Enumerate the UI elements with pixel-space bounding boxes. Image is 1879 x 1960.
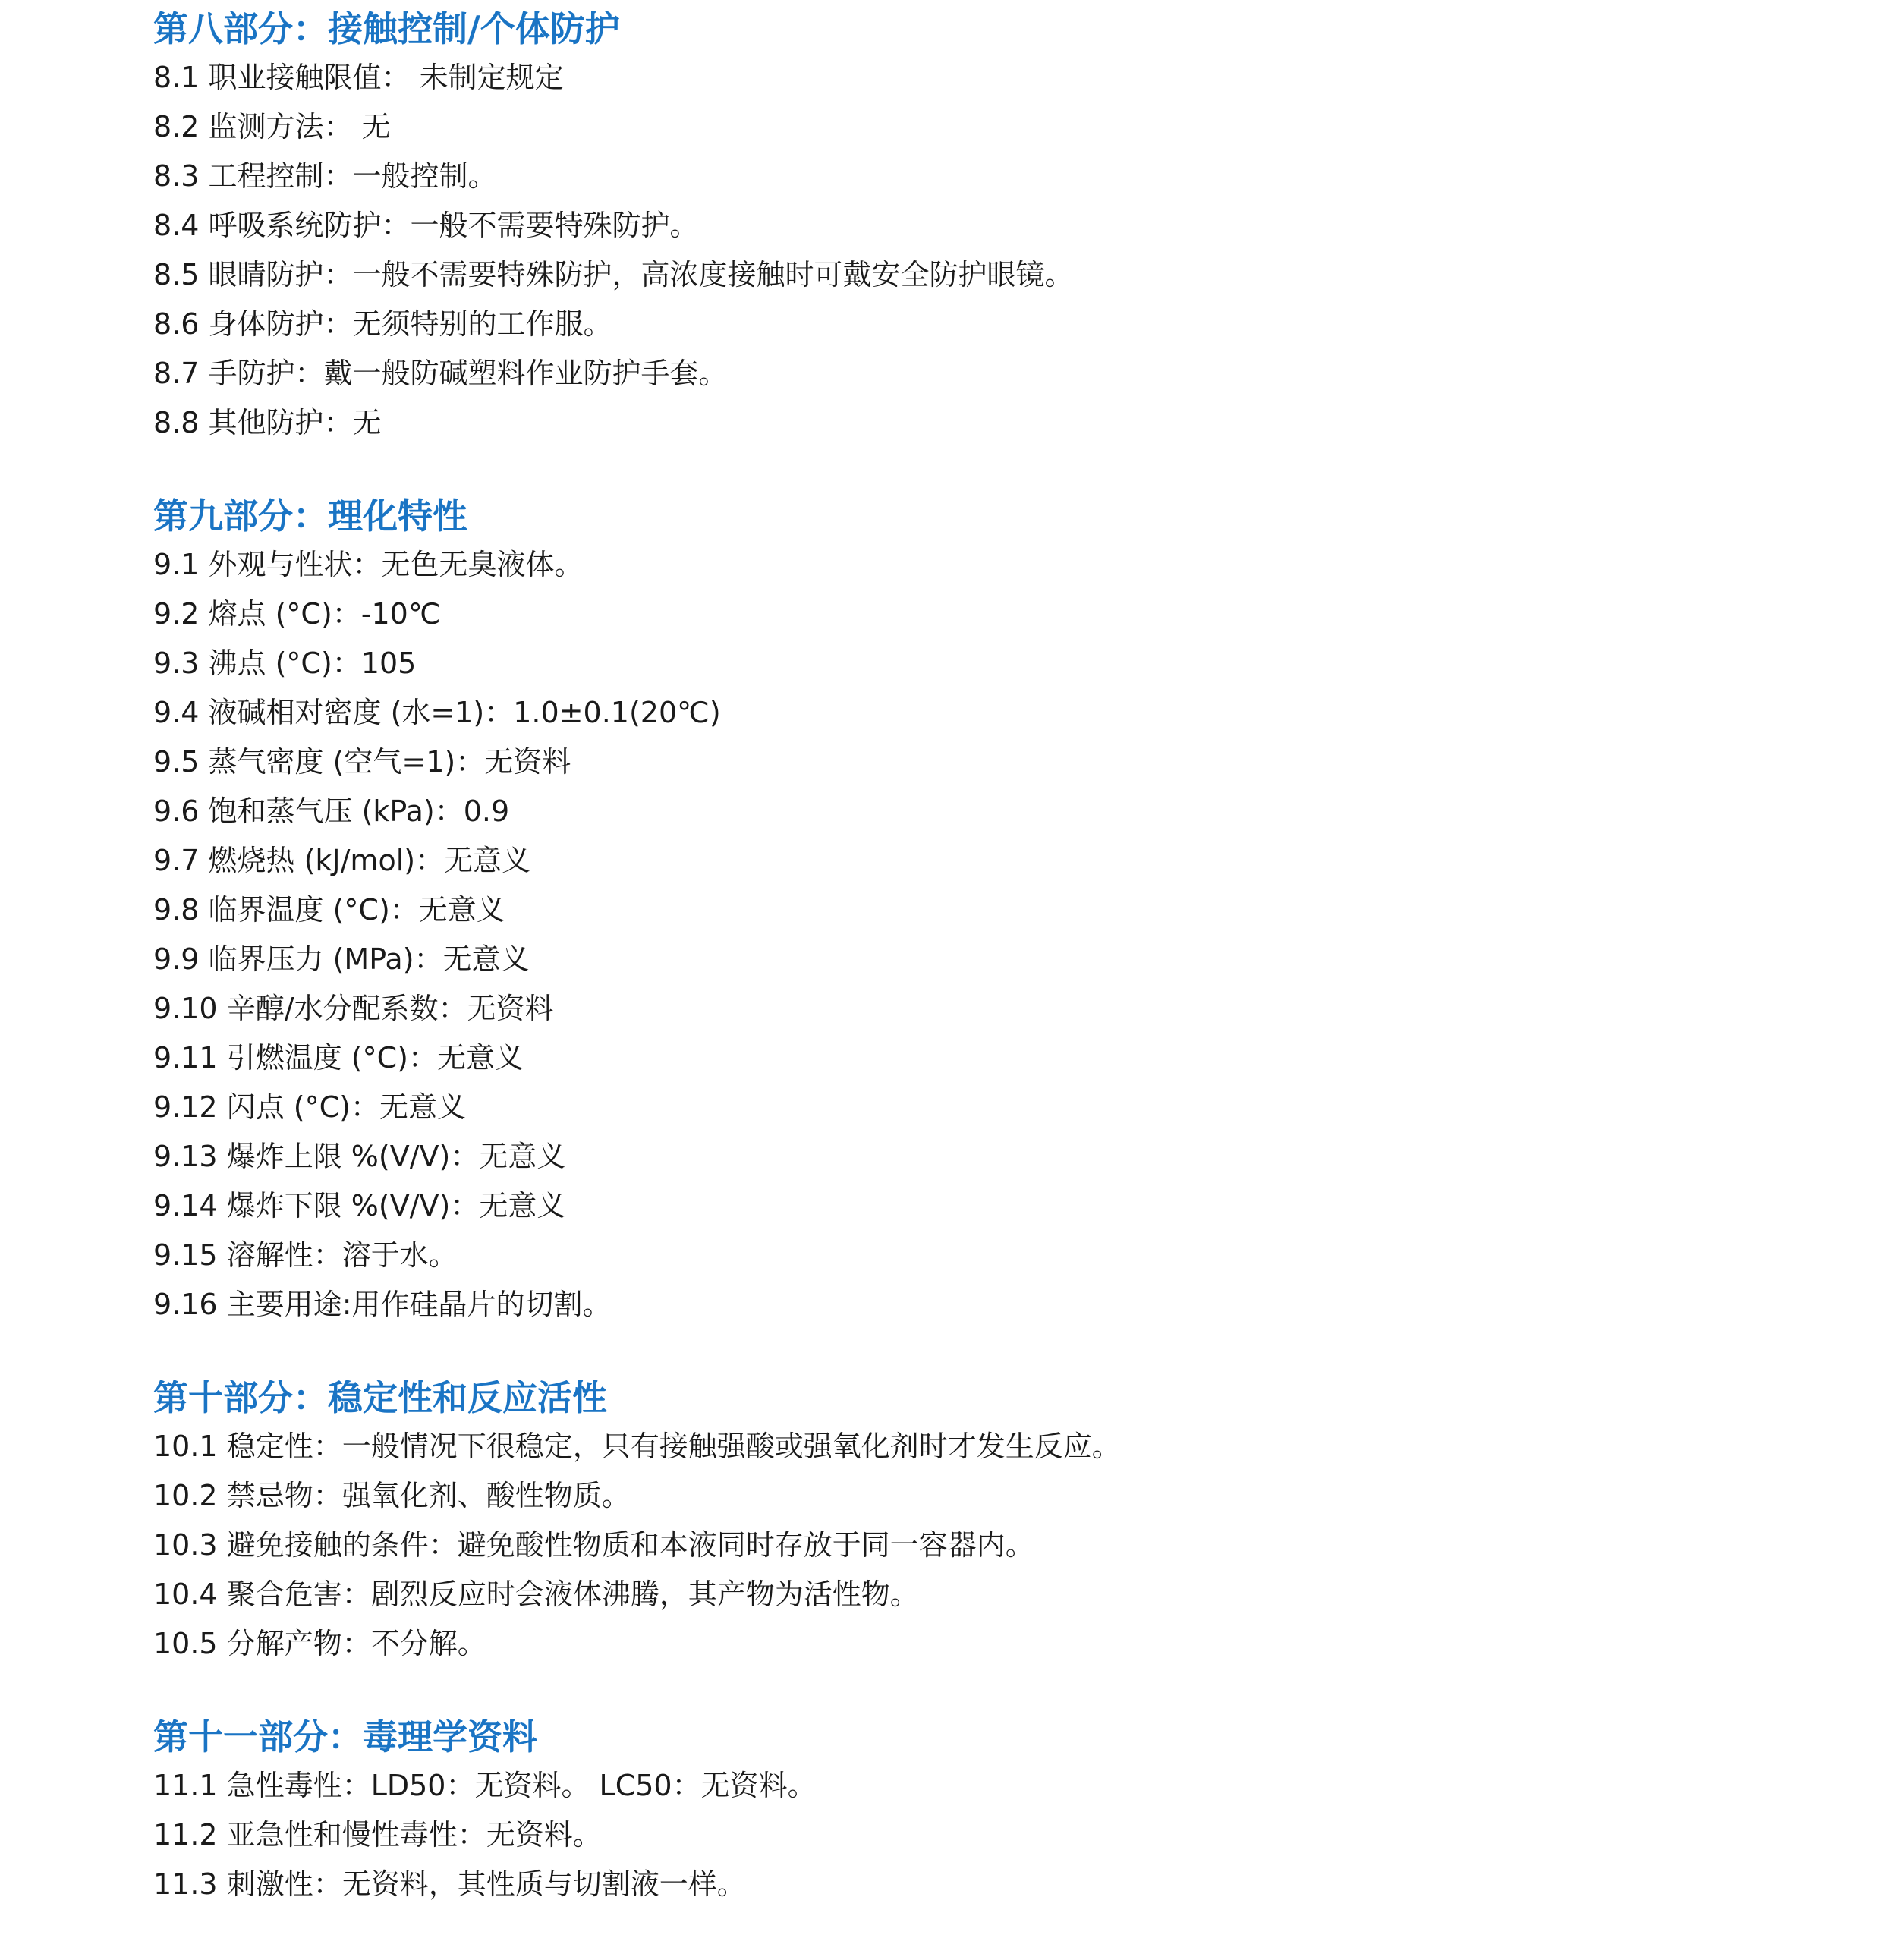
section-heading: 第九部分：理化特性: [153, 496, 467, 536]
list-item: 11.2 亚急性和慢性毒性：无资料。: [153, 1818, 602, 1851]
list-item: 8.8 其他防护：无: [153, 406, 382, 439]
list-item: 8.1 职业接触限值： 未制定规定: [153, 61, 564, 94]
list-item: 8.3 工程控制：一般控制。: [153, 159, 497, 193]
list-item: 10.1 稳定性：一般情况下很稳定，只有接触强酸或强氧化剂时才发生反应。: [153, 1430, 1121, 1463]
section-heading: 第八部分：接触控制/个体防护: [153, 8, 620, 49]
list-item: 9.9 临界压力 (MPa)：无意义: [153, 942, 530, 976]
document-body: [153, 0, 1823, 1909]
section-8: [153, 6, 1823, 448]
list-item: 9.14 爆炸下限 %(V/V)：无意义: [153, 1189, 566, 1222]
section-heading: 第十一部分：毒理学资料: [153, 1716, 537, 1757]
list-item: 9.12 闪点 (°C)：无意义: [153, 1090, 466, 1124]
section-heading: 第十部分：稳定性和反应活性: [153, 1377, 607, 1418]
list-item: 9.11 引燃温度 (°C)：无意义: [153, 1041, 524, 1074]
list-item: 8.2 监测方法： 无: [153, 110, 391, 143]
list-item: 9.6 饱和蒸气压 (kPa)：0.9: [153, 794, 510, 828]
list-item: 8.5 眼睛防护：一般不需要特殊防护，高浓度接触时可戴安全防护眼镜。: [153, 258, 1074, 291]
section-9: [153, 493, 1823, 1329]
list-item: 9.1 外观与性状：无色无臭液体。: [153, 548, 584, 581]
list-item: 9.3 沸点 (°C)：105: [153, 647, 417, 680]
section-spacer: [153, 448, 1823, 484]
list-item: 8.4 呼吸系统防护：一般不需要特殊防护。: [153, 209, 699, 242]
section-spacer: [153, 1329, 1823, 1366]
list-item: 9.13 爆炸上限 %(V/V)：无意义: [153, 1140, 566, 1173]
list-item: 9.7 燃烧热 (kJ/mol)：无意义: [153, 844, 531, 877]
list-item: 9.16 主要用途:用作硅晶片的切割。: [153, 1288, 612, 1321]
section-10: [153, 1375, 1823, 1669]
section-spacer: [153, 1669, 1823, 1705]
list-item: 11.1 急性毒性：LD50：无资料。 LC50：无资料。: [153, 1769, 817, 1802]
list-item: 9.2 熔点 (°C)：-10℃: [153, 597, 441, 631]
list-item: 10.4 聚合危害：剧烈反应时会液体沸腾，其产物为活性物。: [153, 1578, 919, 1611]
list-item: 8.7 手防护：戴一般防碱塑料作业防护手套。: [153, 357, 728, 390]
list-item: 10.2 禁忌物：强氧化剂、酸性物质。: [153, 1479, 631, 1512]
section-11: [153, 1714, 1823, 1909]
list-item: 8.6 身体防护：无须特别的工作服。: [153, 307, 612, 341]
list-item: 9.4 液碱相对密度 (水=1)：1.0±0.1(20℃): [153, 696, 721, 729]
list-item: 9.15 溶解性：溶于水。: [153, 1238, 458, 1272]
list-item: 9.10 辛醇/水分配系数：无资料: [153, 992, 554, 1025]
list-item: 11.3 刺激性：无资料，其性质与切割液一样。: [153, 1867, 746, 1901]
list-item: 10.5 分解产物：不分解。: [153, 1627, 486, 1660]
list-item: 10.3 避免接触的条件：避免酸性物质和本液同时存放于同一容器内。: [153, 1528, 1034, 1562]
list-item: 9.5 蒸气密度 (空气=1)：无资料: [153, 745, 571, 779]
list-item: 9.8 临界温度 (°C)：无意义: [153, 893, 505, 927]
